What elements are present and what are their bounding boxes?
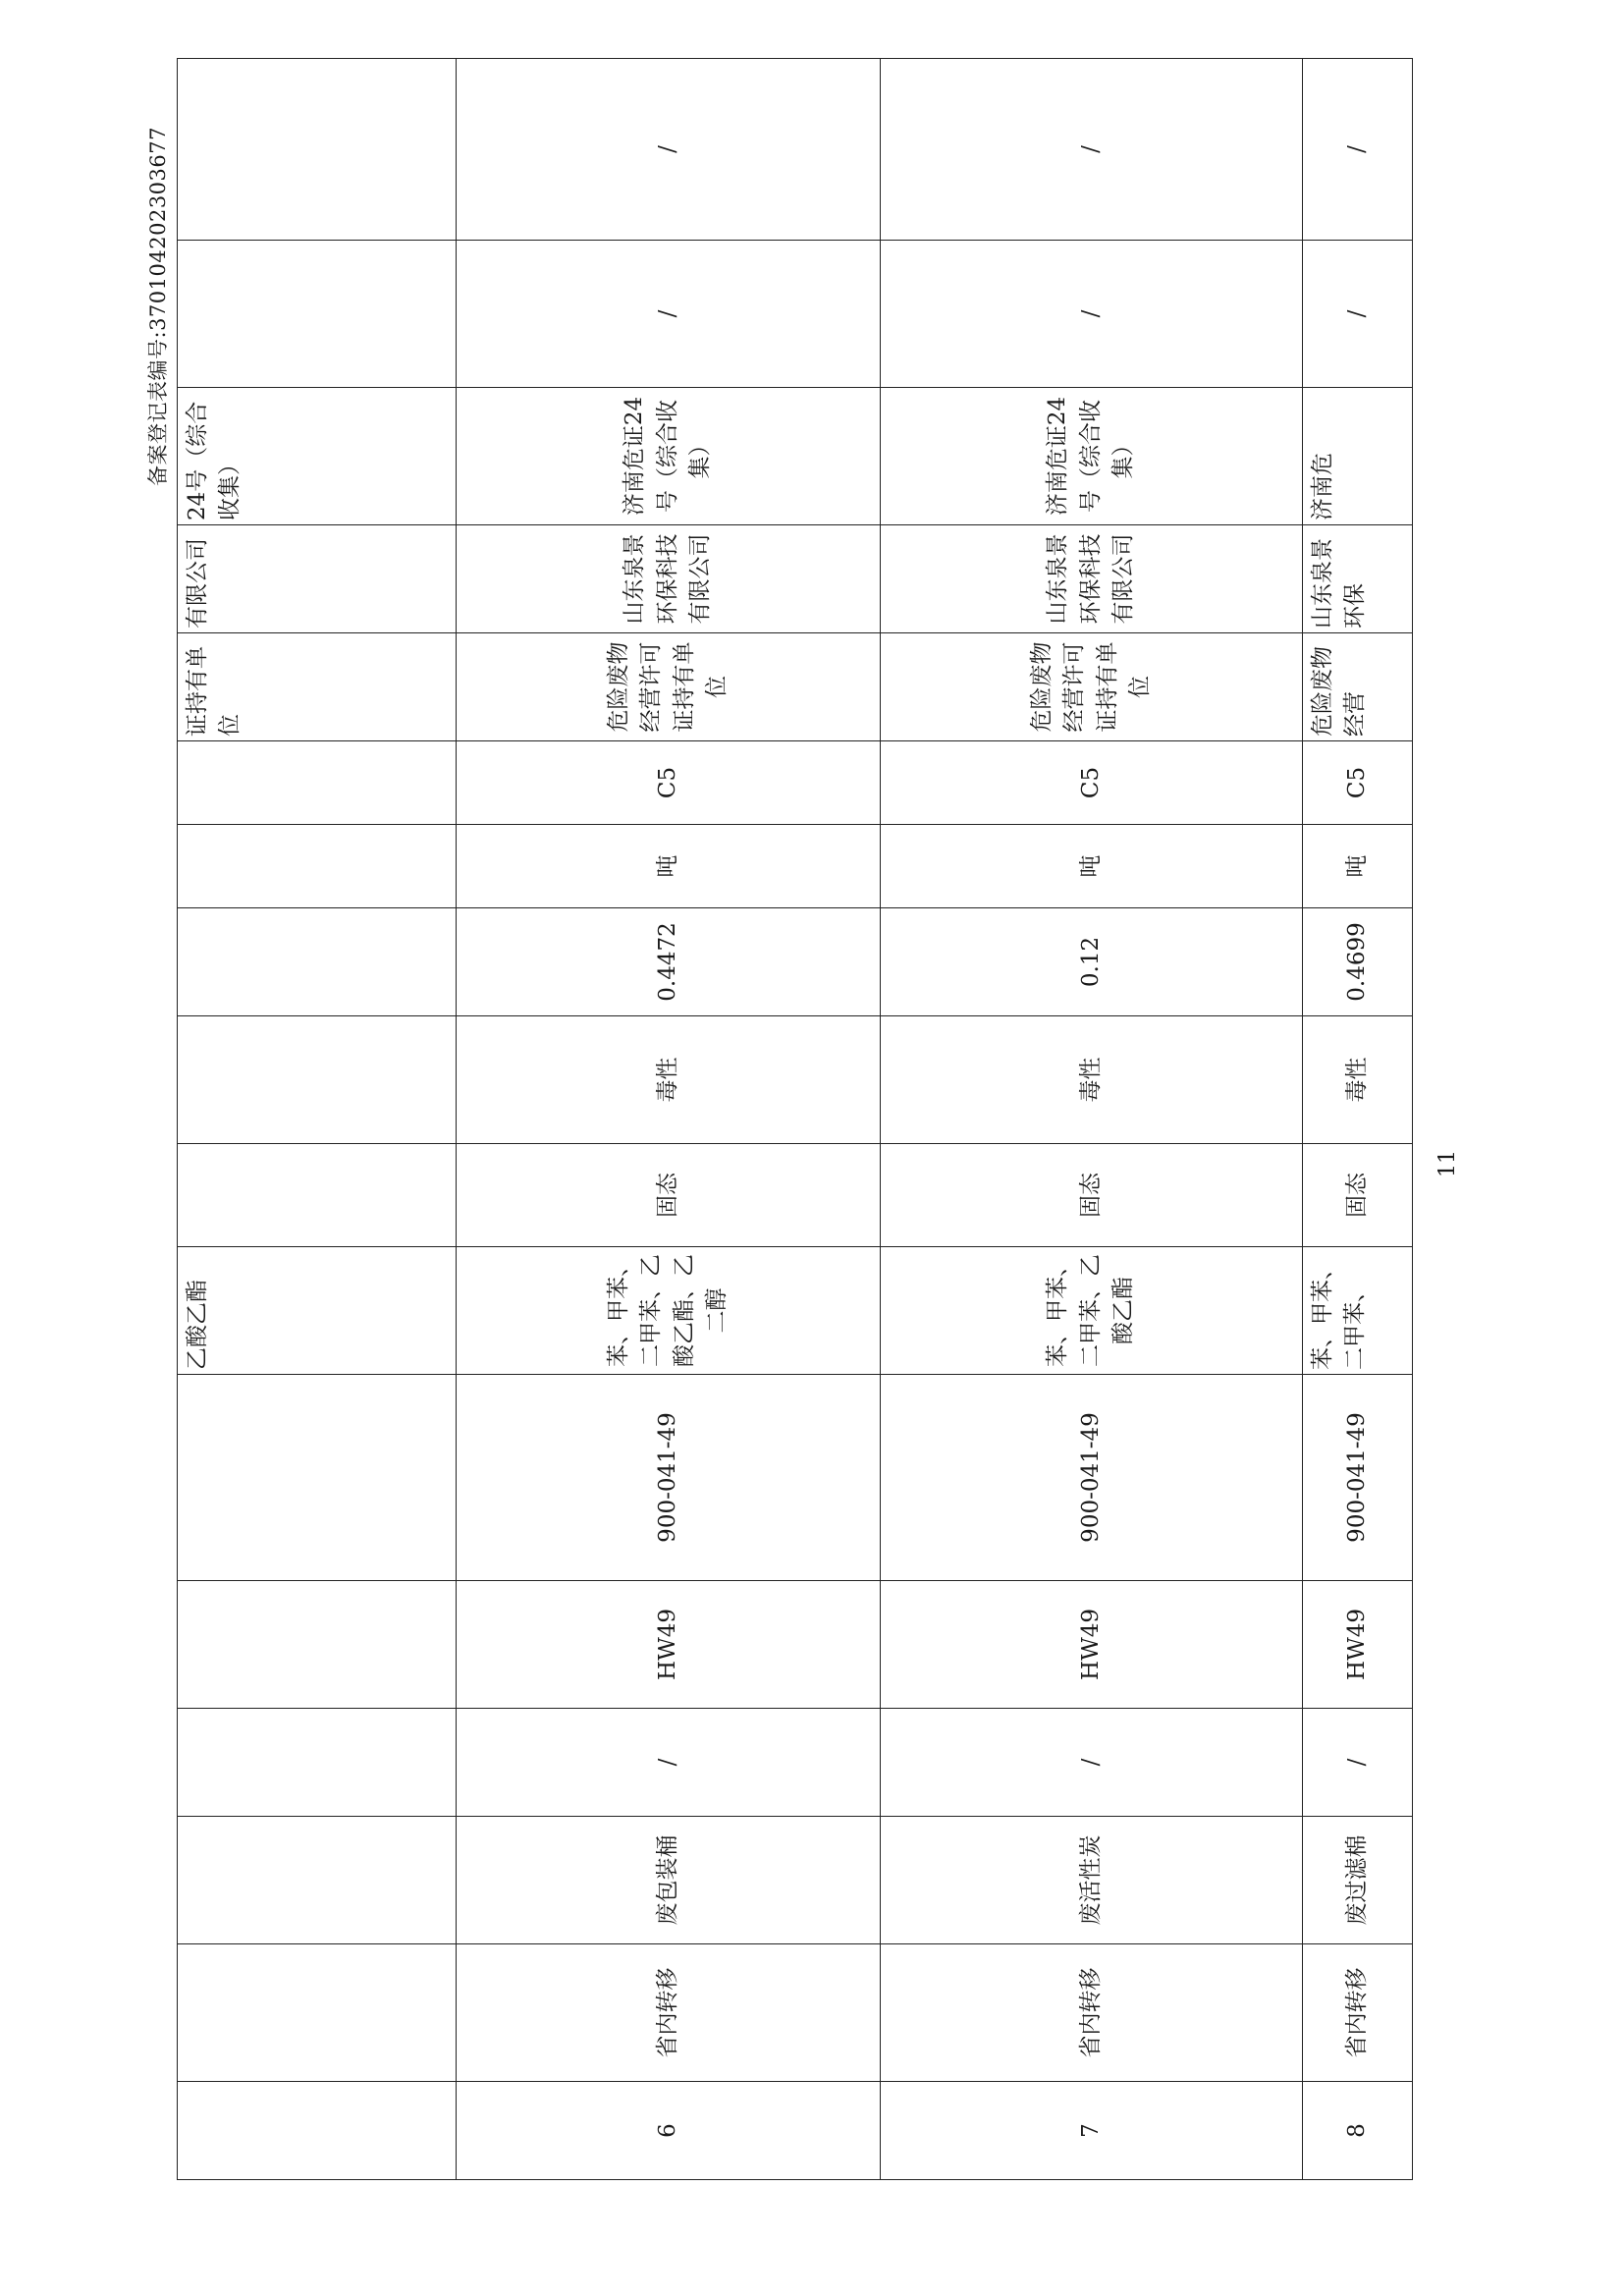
cell-amount: 0.4472 xyxy=(457,908,881,1016)
cell-hazard: 毒性 xyxy=(881,1016,1303,1144)
cell-components: 苯、甲苯、二甲苯、乙酸乙酯 xyxy=(881,1247,1303,1375)
cell-unit: 吨 xyxy=(1303,825,1413,908)
cell-category: HW49 xyxy=(881,1581,1303,1709)
cell-license-label: 危险废物经营 xyxy=(1303,633,1413,741)
cell-amount: 0.4699 xyxy=(1303,908,1413,1016)
table-row-continued xyxy=(178,59,457,2180)
table-row xyxy=(881,59,1303,2180)
cell-name: 废活性炭 xyxy=(881,1817,1303,1944)
cell-transfer: 省内转移 xyxy=(1303,1944,1413,2082)
cell-category xyxy=(178,1581,457,1709)
cell-method: C5 xyxy=(1303,741,1413,825)
cell-transfer: 省内转移 xyxy=(881,1944,1303,2082)
cell-waste-code xyxy=(178,1375,457,1581)
cell-unit xyxy=(178,825,457,908)
cell-name xyxy=(178,1817,457,1944)
cell-unit: 吨 xyxy=(457,825,881,908)
cell-transfer xyxy=(178,1944,457,2082)
cell-unit: 吨 xyxy=(881,825,1303,908)
cell-components: 乙酸乙酯 xyxy=(178,1247,457,1375)
cell-license-label: 证持有单位 xyxy=(178,633,457,741)
cell-extra2 xyxy=(178,59,457,241)
cell-company: 有限公司 xyxy=(178,525,457,633)
cell-form: 固态 xyxy=(881,1144,1303,1247)
cell-extra1: / xyxy=(1303,241,1413,388)
waste-transfer-table-container xyxy=(177,145,1412,2180)
cell-code-cat xyxy=(178,1709,457,1817)
cell-waste-code: 900-041-49 xyxy=(457,1375,881,1581)
cell-category: HW49 xyxy=(1303,1581,1413,1709)
cell-cert-no: 24号（综合收集） xyxy=(178,388,457,525)
cell-code-cat: / xyxy=(457,1709,881,1817)
cell-no xyxy=(178,2082,457,2180)
cell-cert-no: 济南危 xyxy=(1303,388,1413,525)
cell-extra2: / xyxy=(457,59,881,241)
cell-cert-no: 济南危证24号（综合收集） xyxy=(457,388,881,525)
cell-extra2: / xyxy=(1303,59,1413,241)
cell-extra1 xyxy=(178,241,457,388)
cell-extra1: / xyxy=(881,241,1303,388)
cell-hazard: 毒性 xyxy=(1303,1016,1413,1144)
cell-method: C5 xyxy=(881,741,1303,825)
cell-amount: 0.12 xyxy=(881,908,1303,1016)
cell-company: 山东泉景环保 xyxy=(1303,525,1413,633)
cell-license-label: 危险废物经营许可证持有单位 xyxy=(881,633,1303,741)
table-row xyxy=(1303,59,1413,2180)
cell-name: 废过滤棉 xyxy=(1303,1817,1413,1944)
cell-no: 6 xyxy=(457,2082,881,2180)
cell-method: C5 xyxy=(457,741,881,825)
cell-method xyxy=(178,741,457,825)
cell-components: 苯、甲苯、二甲苯、 xyxy=(1303,1247,1413,1375)
cell-code-cat: / xyxy=(1303,1709,1413,1817)
cell-form xyxy=(178,1144,457,1247)
cell-extra1: / xyxy=(457,241,881,388)
cell-company: 山东泉景环保科技有限公司 xyxy=(457,525,881,633)
waste-transfer-table xyxy=(177,58,1413,2180)
cell-form: 固态 xyxy=(1303,1144,1413,1247)
cell-category: HW49 xyxy=(457,1581,881,1709)
cell-name: 废包装桶 xyxy=(457,1817,881,1944)
cell-cert-no: 济南危证24号（综合收集） xyxy=(881,388,1303,525)
cell-transfer: 省内转移 xyxy=(457,1944,881,2082)
cell-form: 固态 xyxy=(457,1144,881,1247)
cell-no: 8 xyxy=(1303,2082,1413,2180)
cell-waste-code: 900-041-49 xyxy=(881,1375,1303,1581)
record-number-header: 备案登记表编号:370104202303677 xyxy=(146,127,170,486)
cell-amount xyxy=(178,908,457,1016)
cell-company: 山东泉景环保科技有限公司 xyxy=(881,525,1303,633)
table-row xyxy=(457,59,881,2180)
cell-hazard: 毒性 xyxy=(457,1016,881,1144)
cell-hazard xyxy=(178,1016,457,1144)
cell-extra2: / xyxy=(881,59,1303,241)
cell-no: 7 xyxy=(881,2082,1303,2180)
page-number: 11 xyxy=(1435,1150,1460,1177)
cell-components: 苯、甲苯、二甲苯、乙酸乙酯、乙二醇 xyxy=(457,1247,881,1375)
cell-license-label: 危险废物经营许可证持有单位 xyxy=(457,633,881,741)
cell-code-cat: / xyxy=(881,1709,1303,1817)
cell-waste-code: 900-041-49 xyxy=(1303,1375,1413,1581)
